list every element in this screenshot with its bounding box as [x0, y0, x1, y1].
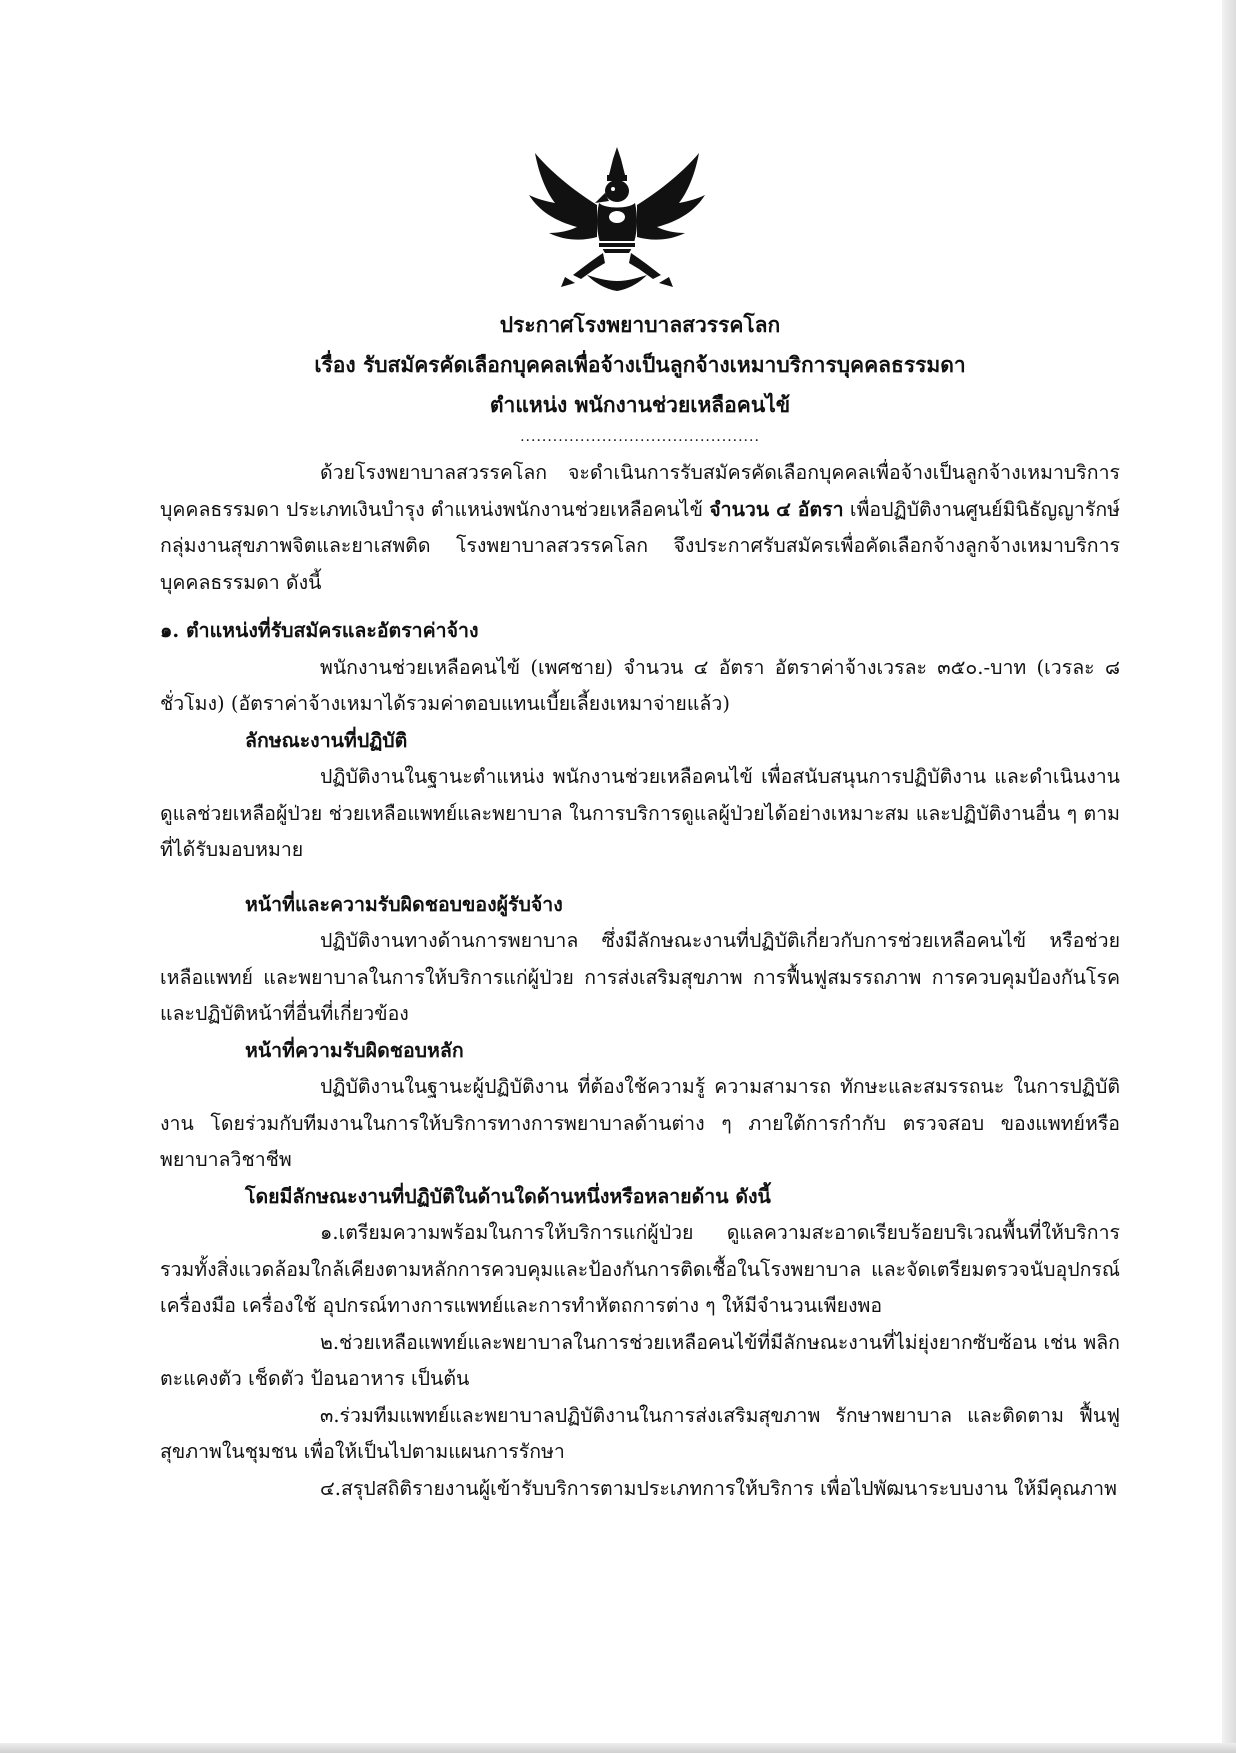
- main-duty-heading: หน้าที่ความรับผิดชอบหลัก: [245, 1038, 464, 1062]
- intro-text-before: ด้วยโรงพยาบาลสวรรคโลก จะดำเนินการรับสมัครคัดเลือกบุคคลเพื่อจ้างเป็นลูกจ้างเหมาบริการบุคคลธรรมดา ประเภทเงินบำรุง ตำแหน่งพนักงานช่วยเหลือคนไข้: [160, 461, 1120, 521]
- duty-heading: หน้าที่และความรับผิดชอบของผู้รับจ้าง: [245, 892, 563, 916]
- section1-heading: ๑. ตำแหน่งที่รับสมัครและอัตราค่าจ้าง: [160, 619, 479, 642]
- main-duty-text: ปฏิบัติงานในฐานะผู้ปฏิบัติงาน ที่ต้องใช้ความรู้ ความสามารถ ทักษะและสมรรถนะ ในการปฏิบัติงาน โดยร่วมกับทีมงานในการให้บริการทางการพยาบาลด้านต่าง ๆ ภายใต้การกำกับ ตรวจสอบ ของแพทย์หรือพยาบาลวิชาชีพ: [160, 1075, 1120, 1171]
- announcement-title: ประกาศโรงพยาบาลสวรรคโลก: [499, 312, 781, 337]
- intro-text-after: เพื่อปฏิบัติงานศูนย์มินิธัญญารักษ์ กลุ่มงานสุขภาพจิตและยาเสพติด โรงพยาบาลสวรรคโลก จึงประกาศรับสมัครเพื่อคัดเลือกจ้างลูกจ้างเหมาบริการบุคคลธรรมดา ดังนี้: [160, 497, 1120, 594]
- announcement-subject: เรื่อง รับสมัครคัดเลือกบุคคลเพื่อจ้างเป็นลูกจ้างเหมาบริการบุคคลธรรมดา: [314, 352, 966, 377]
- duty-text: ปฏิบัติงานทางด้านการพยาบาล ซึ่งมีลักษณะงานที่ปฏิบัติเกี่ยวกับการช่วยเหลือคนไข้ หรือช่วยเหลือแพทย์ และพยาบาลในการให้บริการแก่ผู้ป่วย การส่งเสริมสุขภาพ การฟื้นฟูสมรรถภาพ การควบคุมป้องกันโรค และปฏิบัติหน้าที่อื่นที่เกี่ยวข้อง: [160, 929, 1120, 1025]
- section1-detail: พนักงานช่วยเหลือคนไข้ (เพศชาย) จำนวน ๔ อัตรา อัตราค่าจ้างเวรละ ๓๕๐.-บาท (เวรละ ๘ ชั่วโมง) (อัตราค่าจ้างเหมาได้รวมค่าตอบแทนเบี้ยเลี้ยงเหมาจ่ายแล้ว): [160, 655, 1120, 715]
- intro-count-bold: จำนวน ๔ อัตรา: [709, 497, 844, 521]
- nature-heading: ลักษณะงานที่ปฏิบัติ: [245, 728, 408, 752]
- list-item: ๔.สรุปสถิติรายงานผู้เข้ารับบริการตามประเภทการให้บริการ เพื่อไปพัฒนาระบบงาน ให้มีคุณภาพ: [320, 1476, 1117, 1500]
- list-item: ๑.เตรียมความพร้อมในการให้บริการแก่ผู้ป่วย ดูแลความสะอาดเรียบร้อยบริเวณพื้นที่ให้บริการรวมทั้งสิ่งแวดล้อมใกล้เคียงตามหลักการควบคุมและป้องกันการติดเชื้อในโรงพยาบาล และจัดเตรียมตรวจนับอุปกรณ์ เครื่องมือ เครื่องใช้ อุปกรณ์ทางการแพทย์และการทำหัตถการต่าง ๆ ให้มีจำนวนเพียงพอ: [160, 1221, 1120, 1317]
- nature-text: ปฏิบัติงานในฐานะตำแหน่ง พนักงานช่วยเหลือคนไข้ เพื่อสนับสนุนการปฏิบัติงาน และดำเนินงานดูแลช่วยเหลือผู้ป่วย ช่วยเหลือแพทย์และพยาบาล ในการบริการดูแลผู้ป่วยได้อย่างเหมาะสม และปฏิบัติงานอื่น ๆ ตามที่ได้รับมอบหมาย: [160, 765, 1120, 861]
- scan-edge-right: [1222, 0, 1236, 1753]
- header-separator: ............................................: [520, 429, 760, 445]
- list-item: ๓.ร่วมทีมแพทย์และพยาบาลปฏิบัติงานในการส่งเสริมสุขภาพ รักษาพยาบาล และติดตาม ฟื้นฟูสุขภาพในชุมชน เพื่อให้เป็นไปตามแผนการรักษา: [160, 1403, 1120, 1463]
- announcement-header: [160, 305, 1120, 449]
- scan-edge-bottom: [0, 1743, 1236, 1753]
- areas-heading: โดยมีลักษณะงานที่ปฏิบัติในด้านใดด้านหนึ่งหรือหลายด้าน ดังนี้: [245, 1184, 771, 1208]
- list-item: ๒.ช่วยเหลือแพทย์และพยาบาลในการช่วยเหลือคนไข้ที่มีลักษณะงานที่ไม่ยุ่งยากซับซ้อน เช่น พลิกตะแคงตัว เช็ดตัว ป้อนอาหาร เป็นต้น: [160, 1330, 1120, 1390]
- announcement-body: [160, 455, 1120, 1507]
- intro-paragraph: [160, 455, 1120, 601]
- garuda-emblem-icon: [525, 145, 709, 295]
- announcement-position: ตำแหน่ง พนักงานช่วยเหลือคนไข้: [489, 392, 791, 417]
